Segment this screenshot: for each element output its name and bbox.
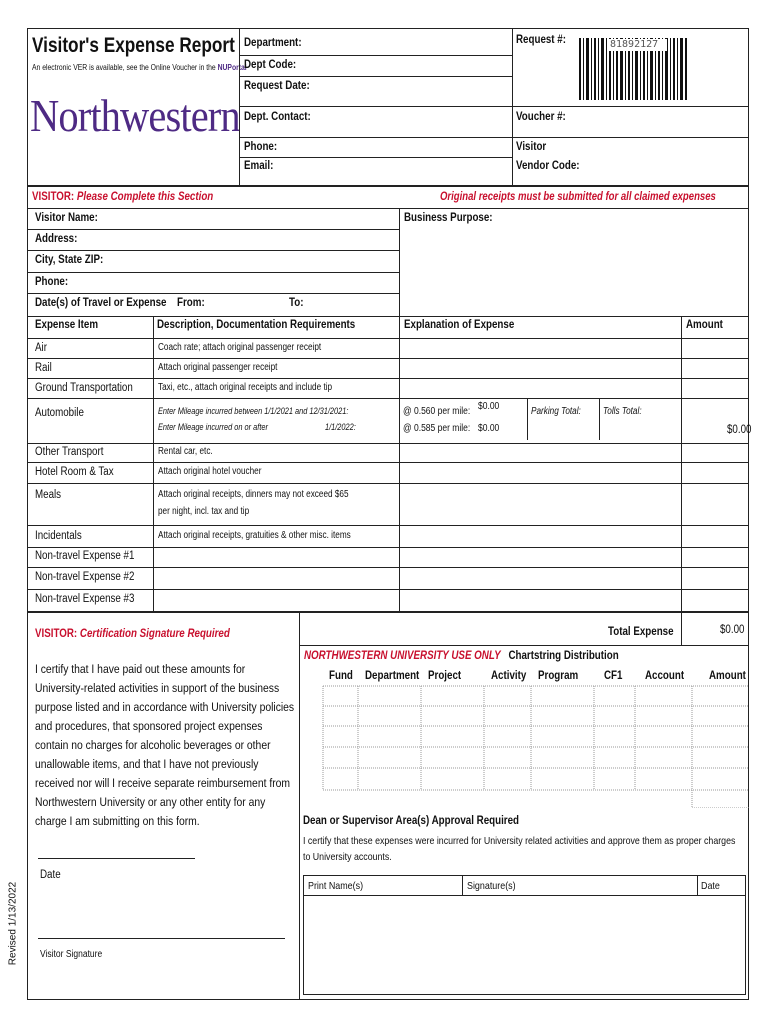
mileage-rate-2: @ 0.585 per mile: xyxy=(403,423,471,434)
expense-item-hotel: Hotel Room & Tax xyxy=(35,466,114,478)
expense-desc-hotel: Attach original hotel voucher xyxy=(158,466,262,477)
total-expense-label: Total Expense xyxy=(608,626,674,638)
dept-contact-label: Dept. Contact: xyxy=(244,111,311,123)
expense-item-nontravel-2: Non-travel Expense #2 xyxy=(35,571,135,583)
dates-of-travel-label: Date(s) of Travel or Expense xyxy=(35,297,167,309)
rule xyxy=(27,611,749,613)
expense-desc-other-transport: Rental car, etc. xyxy=(158,446,213,457)
rule xyxy=(27,272,399,273)
voucher-label: Voucher #: xyxy=(516,111,566,123)
receipts-note: Original receipts must be submitted for all claimed expenses xyxy=(440,191,716,203)
col-cf1: CF1 xyxy=(604,670,623,682)
expense-desc-auto-1: Enter Mileage incurred between 1/1/2021 and 12/31/2021: xyxy=(158,406,349,416)
rule xyxy=(299,645,749,646)
visitor-prefix: VISITOR: xyxy=(32,191,75,203)
rule xyxy=(27,293,399,294)
col-expense-item: Expense Item xyxy=(35,319,99,331)
rule xyxy=(239,55,512,56)
expense-desc-rail: Attach original passenger receipt xyxy=(158,362,278,373)
approval-heading: Dean or Supervisor Area(s) Approval Required xyxy=(303,815,520,827)
col-department: Department xyxy=(365,670,420,682)
rule xyxy=(599,398,600,440)
expense-item-nontravel-1: Non-travel Expense #1 xyxy=(35,550,135,562)
request-date-label: Request Date: xyxy=(244,80,310,92)
vendor-code-label: Vendor Code: xyxy=(516,160,580,172)
email-label: Email: xyxy=(244,160,274,172)
to-label: To: xyxy=(289,297,304,309)
rule xyxy=(303,895,746,896)
visitor-name-label: Visitor Name: xyxy=(35,212,98,224)
date-label: Date xyxy=(40,869,61,881)
expense-desc-meals-2: per night, incl. tax and tip xyxy=(158,506,250,517)
rule xyxy=(27,338,749,339)
rule xyxy=(27,185,749,187)
col-activity: Activity xyxy=(491,670,527,682)
rule xyxy=(27,378,749,379)
expense-item-ground: Ground Transportation xyxy=(35,382,133,394)
from-label: From: xyxy=(177,297,205,309)
department-label: Department: xyxy=(244,37,302,49)
expense-item-nontravel-3: Non-travel Expense #3 xyxy=(35,593,135,605)
rule xyxy=(681,611,682,645)
col-account: Account xyxy=(645,670,685,682)
visitor-signature-label: Visitor Signature xyxy=(40,949,103,960)
form-subtitle xyxy=(32,63,247,72)
barcode xyxy=(577,38,689,100)
chartstring-grid xyxy=(320,668,749,808)
expense-item-air: Air xyxy=(35,342,47,354)
rule xyxy=(38,938,285,939)
address-label: Address: xyxy=(35,233,78,245)
expense-item-automobile: Automobile xyxy=(35,407,84,419)
rule xyxy=(27,443,749,444)
cert-heading: Certification Signature Required xyxy=(79,628,230,640)
rule xyxy=(239,76,512,77)
rule xyxy=(27,547,749,548)
business-purpose-label: Business Purpose: xyxy=(404,212,493,224)
rule xyxy=(27,462,749,463)
total-expense-amount[interactable]: $0.00 xyxy=(720,624,745,636)
col-amount: Amount xyxy=(686,319,723,331)
northwestern-logo: Northwestern xyxy=(30,90,240,141)
rule xyxy=(299,611,300,1000)
col-program: Program xyxy=(538,670,579,682)
rule xyxy=(27,398,749,399)
visitor-phone-label: Phone: xyxy=(35,276,69,288)
approval-date-label: Date xyxy=(701,880,720,892)
city-state-zip-label: City, State ZIP: xyxy=(35,254,104,266)
expense-desc-ground: Taxi, etc., attach original receipts and include tip xyxy=(158,382,333,393)
mileage-amount-1[interactable]: $0.00 xyxy=(478,401,500,412)
visitor-label: Visitor xyxy=(516,141,547,153)
rule xyxy=(462,875,463,895)
print-name-label: Print Name(s) xyxy=(308,880,364,892)
barcode-number: 81892127 xyxy=(610,39,659,50)
rule xyxy=(27,229,399,230)
visitor-heading: Please Complete this Section xyxy=(76,191,214,203)
expense-desc-meals-1: Attach original receipts, dinners may not exceed $65 xyxy=(158,489,349,500)
rule xyxy=(697,875,698,895)
chartstring-label: Chartstring Distribution xyxy=(508,650,619,662)
tolls-total-label: Tolls Total: xyxy=(603,406,642,417)
rule xyxy=(38,858,195,859)
revised-date: Revised 1/13/2022 xyxy=(7,881,19,966)
expense-item-rail: Rail xyxy=(35,362,52,374)
dept-code-label: Dept Code: xyxy=(244,59,297,71)
request-number-label: Request #: xyxy=(516,34,566,46)
expense-desc-auto-date: 1/1/2022: xyxy=(325,422,356,432)
nu-use-only: NORTHWESTERN UNIVERSITY USE ONLY xyxy=(304,650,501,662)
form-title: Visitor's Expense Report xyxy=(32,34,235,57)
expense-item-incidentals: Incidentals xyxy=(35,530,82,542)
chartstring-grid-lines xyxy=(320,668,749,808)
phone-label: Phone: xyxy=(244,141,278,153)
approval-box xyxy=(303,875,746,995)
rule xyxy=(239,106,749,107)
mileage-amount-2[interactable]: $0.00 xyxy=(478,423,500,434)
rule xyxy=(27,567,749,568)
rule xyxy=(27,250,399,251)
rule xyxy=(27,358,749,359)
certification-body: I certify that I have paid out these amounts for University-related activities in support of the business purpose listed and in accordance with University policies and procedures, that sponsored project expenses contain no charges for alcoholic beverages or other unallowable items, and that I have not previously received nor will I receive separate reimbursement from Northwestern University or any other entity for any charge I am submitting on this form. xyxy=(35,662,295,828)
col-amount-dist: Amount xyxy=(709,670,746,682)
mileage-rate-1: @ 0.560 per mile: xyxy=(403,406,471,417)
rule xyxy=(27,483,749,484)
rule xyxy=(239,157,512,158)
certification-heading xyxy=(35,628,230,640)
rule xyxy=(399,208,400,316)
automobile-amount[interactable]: $0.00 xyxy=(727,424,752,436)
signature-label: Signature(s) xyxy=(467,880,516,892)
col-project: Project xyxy=(428,670,462,682)
expense-item-meals: Meals xyxy=(35,489,62,501)
col-explanation: Explanation of Expense xyxy=(404,319,515,331)
expense-desc-auto-2: Enter Mileage incurred on or after xyxy=(158,422,268,432)
rule xyxy=(27,208,749,209)
col-description: Description, Documentation Requirements xyxy=(157,319,356,331)
cert-prefix: VISITOR: xyxy=(35,628,78,640)
col-fund: Fund xyxy=(329,670,353,682)
rule xyxy=(27,525,749,526)
university-use-heading xyxy=(304,650,619,662)
nuportal-link[interactable]: NUPortal xyxy=(217,63,247,72)
rule xyxy=(27,316,749,317)
rule xyxy=(27,589,749,590)
rule xyxy=(527,398,528,440)
rule xyxy=(239,137,749,138)
expense-desc-incidentals: Attach original receipts, gratuities & other misc. items xyxy=(158,530,351,541)
visitor-section-heading xyxy=(32,191,213,203)
approval-body: I certify that these expenses were incurred for University related activities and approve them as proper charges to University accounts. xyxy=(303,835,736,863)
parking-total-label: Parking Total: xyxy=(531,406,581,417)
expense-item-other-transport: Other Transport xyxy=(35,446,104,458)
subtitle-text: An electronic VER is available, see the Online Voucher in the xyxy=(32,63,216,72)
expense-desc-air: Coach rate; attach original passenger receipt xyxy=(158,342,322,353)
